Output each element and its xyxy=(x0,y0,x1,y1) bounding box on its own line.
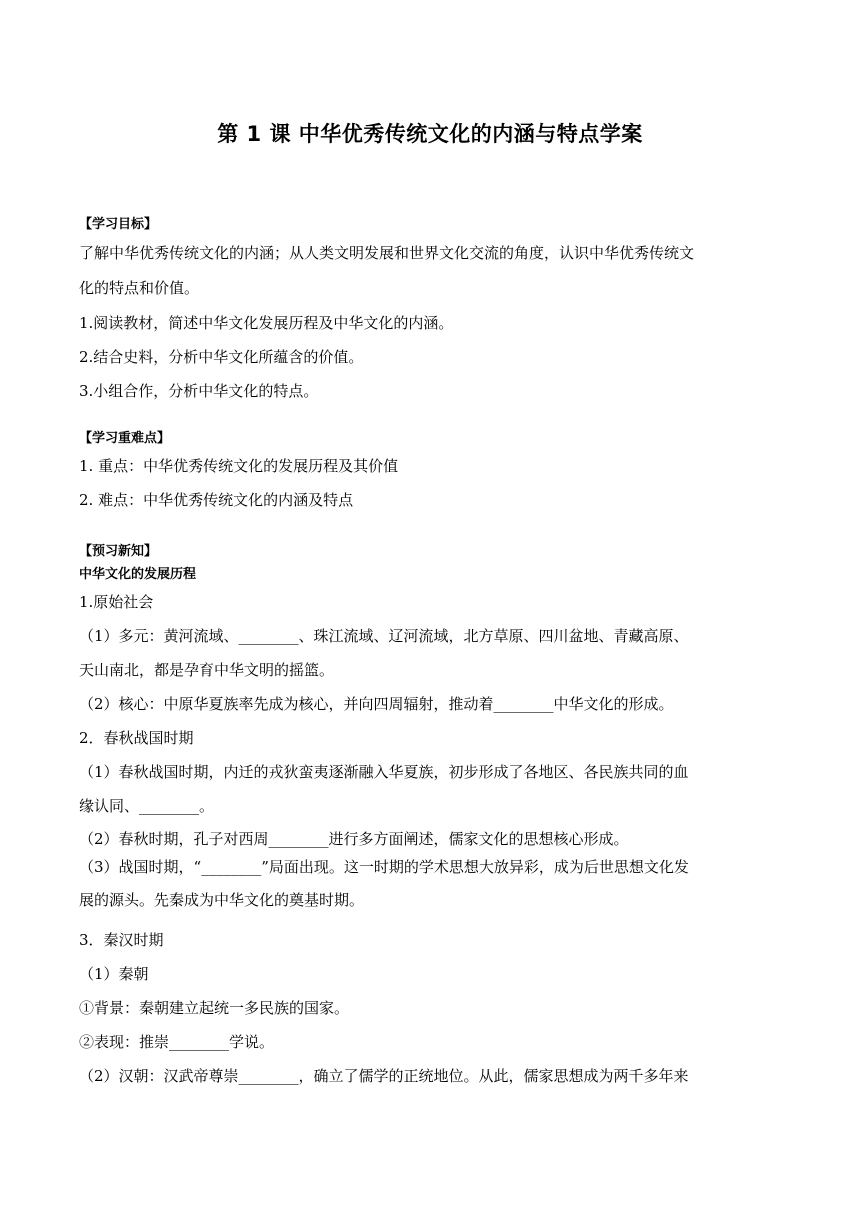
preview-line: （2）春秋时期，孔子对西周________进行多方面阐述，儒家文化的思想核心形成。 xyxy=(79,830,629,848)
preview-line: （2）汉朝：汉武帝尊崇________，确立了儒学的正统地位。从此，儒家思想成为两千多年来 xyxy=(79,1067,689,1085)
preview-line: 3．秦汉时期 xyxy=(79,931,164,949)
preview-line: （2）核心：中原华夏族率先成为核心，并向四周辐射，推动着________中华文化的形成。 xyxy=(79,695,674,713)
preview-subheading: 中华文化的发展历程 xyxy=(79,567,197,582)
preview-heading: 【预习新知】 xyxy=(79,544,158,559)
preview-line: （3）战国时期，“________”局面出现。这一时期的学术思想大放异彩，成为后世思想文化发 xyxy=(79,858,689,876)
objectives-line: 1.阅读教材，简述中华文化发展历程及中华文化的内涵。 xyxy=(79,314,454,332)
objectives-line: 化的特点和价值。 xyxy=(79,279,200,297)
objectives-line: 了解中华优秀传统文化的内涵；从人类文明发展和世界文化交流的角度，认识中华优秀传统文 xyxy=(79,244,695,262)
keypoints-line: 1. 重点：中华优秀传统文化的发展历程及其价值 xyxy=(79,457,399,475)
preview-line: ①背景：秦朝建立起统一多民族的国家。 xyxy=(79,999,350,1017)
objectives-line: 2.结合史料，分析中华文化所蕴含的价值。 xyxy=(79,348,364,366)
keypoints-line: 2. 难点：中华优秀传统文化的内涵及特点 xyxy=(79,491,354,509)
preview-line: 展的源头。先秦成为中华文化的奠基时期。 xyxy=(79,891,365,909)
preview-line: （1）春秋战国时期，内迁的戎狄蛮夷逐渐融入华夏族，初步形成了各地区、各民族共同的血 xyxy=(79,763,689,781)
document-title: 第 1 课 中华优秀传统文化的内涵与特点学案 xyxy=(217,122,643,146)
objectives-heading: 【学习目标】 xyxy=(79,217,158,232)
preview-line: 2．春秋战国时期 xyxy=(79,729,194,747)
keypoints-heading: 【学习重难点】 xyxy=(79,431,171,446)
preview-line: （1）多元：黄河流域、________、珠江流域、辽河流域，北方草原、四川盆地、青藏高原、 xyxy=(79,627,689,645)
preview-line: （1）秦朝 xyxy=(79,965,149,983)
objectives-line: 3.小组合作，分析中华文化的特点。 xyxy=(79,382,319,400)
preview-line: ②表现：推崇________学说。 xyxy=(79,1033,275,1051)
preview-line: 1.原始社会 xyxy=(79,593,154,611)
preview-line: 天山南北，都是孕育中华文明的摇篮。 xyxy=(79,661,335,679)
preview-line: 缘认同、________。 xyxy=(79,797,215,815)
